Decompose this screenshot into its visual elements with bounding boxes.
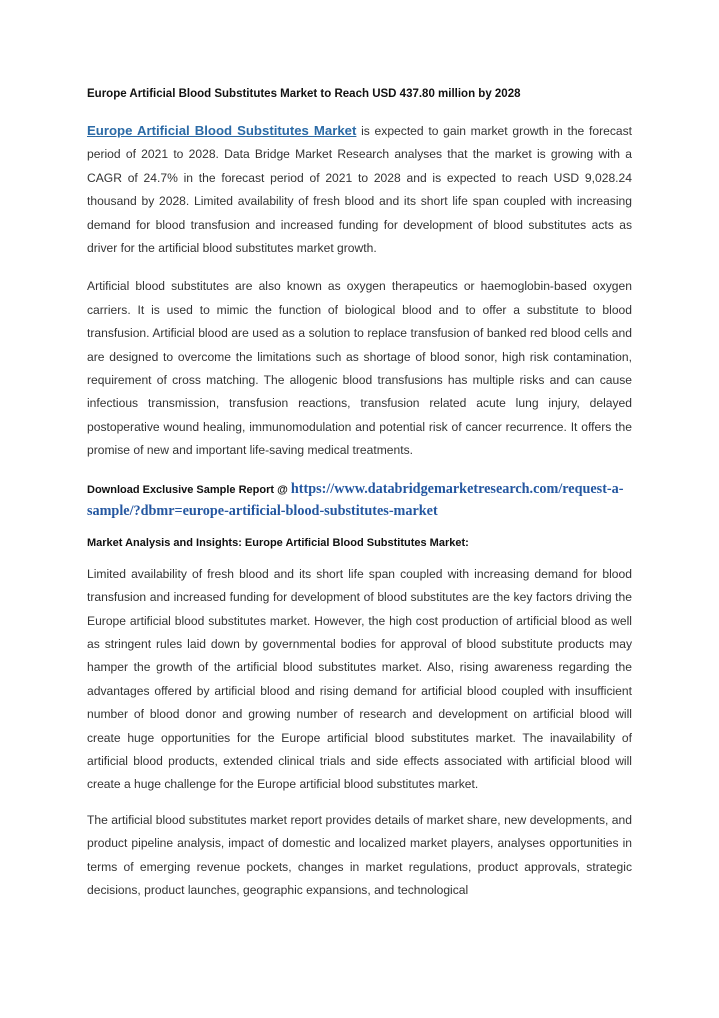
intro-text: is expected to gain market growth in the forecast period of 2021 to 2028. Data Bridge Market Research analyses that the market is growing with a CAGR of 24.7% in the forecast period of 2021 to 2028 and is expected to reach USD 9,028.24 thousand by 2028. Limited availability of fresh blood and its short life span coupled with increasing demand for blood transfusion and increased funding for development of blood substitutes acts as driver for the artificial blood substitutes market growth.: [87, 124, 633, 256]
intro-paragraph: [87, 119, 632, 260]
document-title: Europe Artificial Blood Substitutes Market to Reach USD 437.80 million by 2028: [87, 88, 521, 100]
document-content: [87, 86, 632, 902]
market-name-link[interactable]: Europe Artificial Blood Substitutes Market: [87, 123, 357, 138]
section-heading: Market Analysis and Insights: Europe Artificial Blood Substitutes Market:: [87, 536, 469, 549]
definition-paragraph: Artificial blood substitutes are also known as oxygen therapeutics or haemoglobin-based oxygen carriers. It is used to mimic the function of biological blood and to offer a substitute to blood transfusion. Artificial blood are used as a solution to replace transfusion of banked red blood cells and are designed to overcome the limitations such as shortage of blood sonor, high risk contamination, requirement of cross matching. The allogenic blood transfusions has multiple risks and can cause infectious transmission, transfusion reactions, transfusion related acute lung injury, delayed postoperative wound healing, immunomodulation and potential risk of cancer recurrence. It offers the promise of new and important life-saving medical treatments.: [87, 279, 632, 458]
download-sample-line: [87, 479, 632, 522]
report-details-paragraph: The artificial blood substitutes market report provides details of market share, new developments, and product pipeline analysis, impact of domestic and localized market players, analyses opportunities in terms of emerging revenue pockets, changes in market regulations, product approvals, strategic decisions, product launches, geographic expansions, and technological: [87, 812, 632, 897]
market-analysis-paragraph: Limited availability of fresh blood and its short life span coupled with increasing demand for blood transfusion and increased funding for development of blood substitutes are the key factors driving the Europe artificial blood substitutes market. However, the high cost production of artificial blood as well as stringent rules laid down by governmental bodies for approval of blood substitute products may hamper the growth of the artificial blood substitutes market. Also, rising awareness regarding the advantages offered by artificial blood and rising demand for artificial blood coupled with insufficient number of blood donor and growing number of research and development on artificial blood will create huge opportunities for the Europe artificial blood substitutes market. The inavailability of artificial blood products, extended clinical trials and side effects associated with artificial blood will create a huge challenge for the Europe artificial blood substitutes market.: [87, 566, 632, 792]
sample-report-link[interactable]: https://www.databridgemarketresearch.com/request-a-sample/?dbmr=europe-artificial-blood-substitutes-market: [87, 480, 624, 519]
download-label: Download Exclusive Sample Report @: [87, 483, 291, 496]
